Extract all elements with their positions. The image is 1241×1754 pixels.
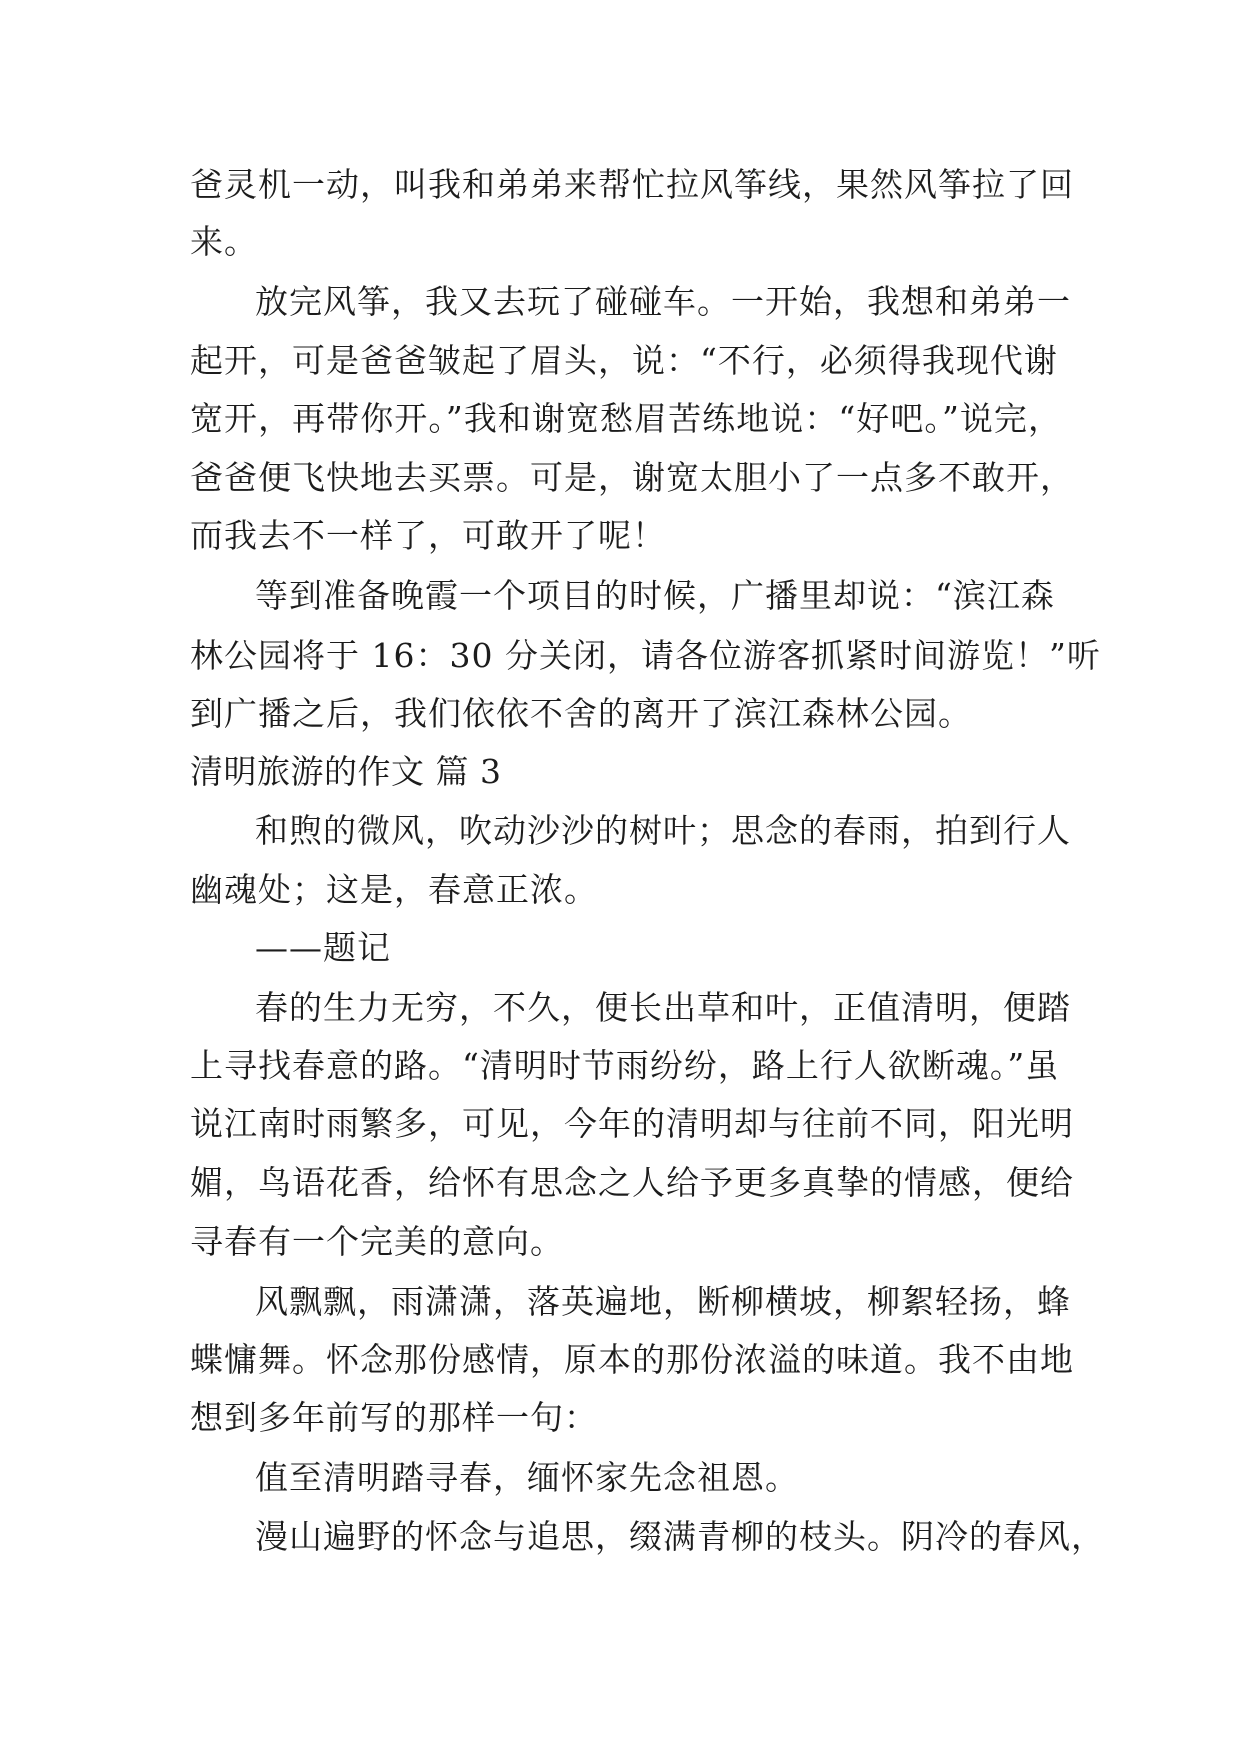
text-line: 寻春有一个完美的意向。 [190,1222,564,1261]
paragraph-start: 漫山遍野的怀念与追思，缀满青柳的枝头。阴冷的春风， [255,1517,1105,1556]
text-line: 蝶慵舞。怀念那份感情，原本的那份浓溢的味道。我不由地 [190,1340,1074,1379]
text-line: 起开，可是爸爸皱起了眉头，说：“不行，必须得我现代谢 [190,341,1058,380]
text-line: 来。 [190,222,258,261]
text-line: 爸爸便飞快地去买票。可是，谢宽太胆小了一点多不敢开， [190,458,1074,497]
paragraph-start: 风飘飘，雨潇潇，落英遍地，断柳横坡，柳絮轻扬，蜂 [255,1282,1071,1321]
epigraph-attribution: ——题记 [255,928,391,967]
text-line: 爸灵机一动，叫我和弟弟来帮忙拉风筝线，果然风筝拉了回 [190,165,1074,204]
text-line: 宽开，再带你开。”我和谢宽愁眉苦练地说：“好吧。”说完， [190,399,1062,438]
paragraph-start: 春的生力无穷，不久，便长出草和叶，正值清明，便踏 [255,988,1071,1027]
section-heading: 清明旅游的作文 篇 3 [190,752,502,791]
text-line: 媚，鸟语花香，给怀有思念之人给予更多真挚的情感，便给 [190,1163,1074,1202]
paragraph-start: 放完风筝，我又去玩了碰碰车。一开始，我想和弟弟一 [255,282,1071,321]
text-line: 到广播之后，我们依依不舍的离开了滨江森林公园。 [190,694,972,733]
text-line: 想到多年前写的那样一句： [190,1398,598,1437]
poem-line: 值至清明踏寻春，缅怀家先念祖恩。 [255,1458,799,1497]
paragraph-start: 和煦的微风，吹动沙沙的树叶；思念的春雨，拍到行人 [255,811,1071,850]
text-line: 林公园将于 16：30 分关闭，请各位游客抓紧时间游览！”听 [190,636,1101,675]
paragraph-start: 等到准备晚霞一个项目的时候，广播里却说：“滨江森 [255,576,1055,615]
text-line: 上寻找春意的路。“清明时节雨纷纷，路上行人欲断魂。”虽 [190,1046,1060,1085]
text-line: 幽魂处；这是，春意正浓。 [190,870,598,909]
text-line: 说江南时雨繁多，可见，今年的清明却与往前不同，阳光明 [190,1104,1074,1143]
text-line: 而我去不一样了，可敢开了呢！ [190,516,666,555]
